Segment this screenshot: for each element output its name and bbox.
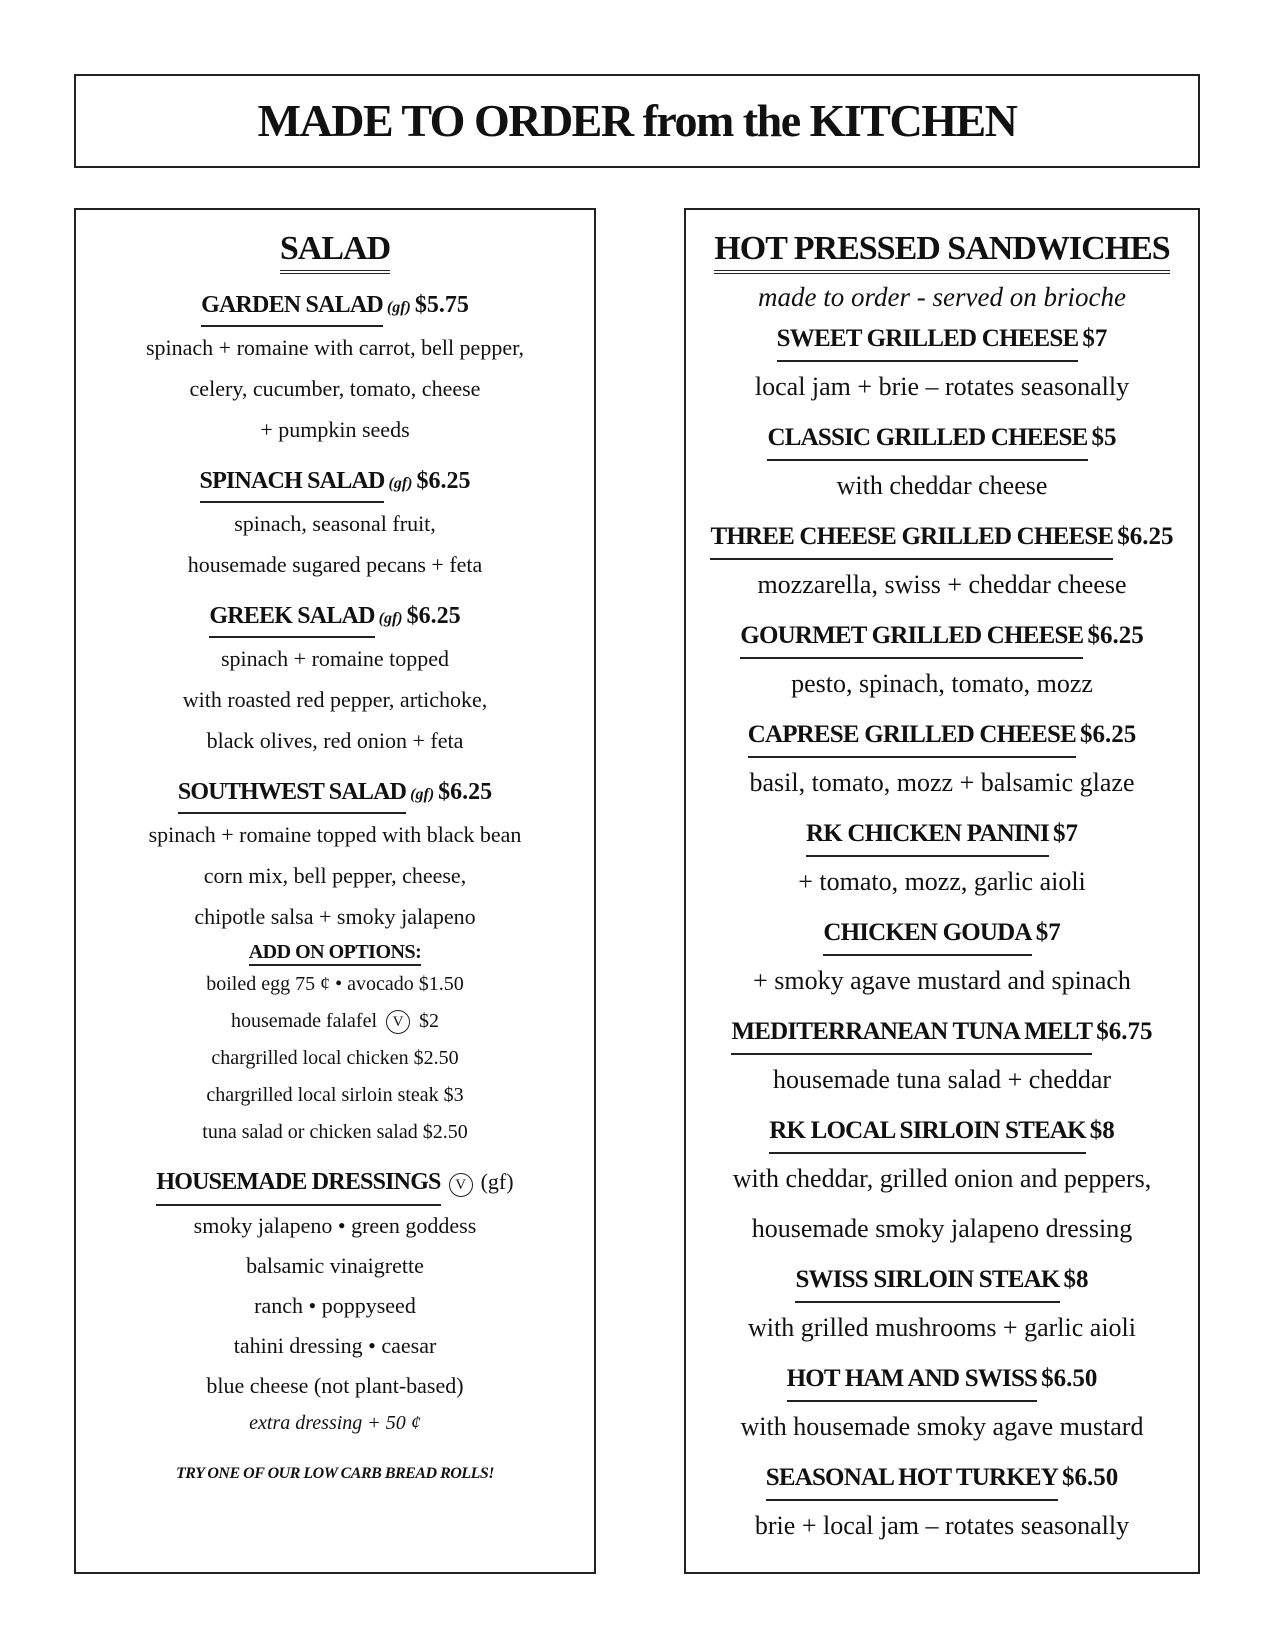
menu-item [686,1113,1198,1254]
item-desc: housemade sugared pecans + feta [187,552,483,577]
sandwiches-heading: HOT PRESSED SANDWICHES [714,230,1169,274]
dressings-header [76,1163,594,1206]
item-name: GARDEN SALAD [201,288,383,327]
item-price: $7 [1035,919,1061,946]
addon-line: housemade falafel V $2 [76,1003,594,1040]
item-desc: housemade smoky jalapeno dressing [751,1214,1133,1243]
item-desc: basil, tomato, mozz + balsamic glaze [749,768,1135,797]
addon-line: tuna salad or chicken salad $2.50 [202,1121,468,1143]
gf-tag: (gf) [388,475,413,492]
item-name: MEDITERRANEAN TUNA MELT [731,1014,1092,1055]
addon-line: chargrilled local sirloin steak $3 [206,1084,464,1106]
dressing-line: tahini dressing • caesar [233,1333,437,1358]
item-price: $6.25 [406,603,461,629]
item-desc: with cheddar, grilled onion and peppers, [732,1164,1152,1193]
item-desc: housemade tuna salad + cheddar [772,1065,1112,1094]
item-price: $6.50 [1062,1464,1119,1491]
dressing-line: ranch • poppyseed [254,1293,416,1318]
item-desc: + tomato, mozz, garlic aioli [798,867,1086,896]
item-name: GOURMET GRILLED CHEESE [740,618,1083,659]
page-title: MADE TO ORDER from the KITCHEN [257,95,1017,146]
item-desc: corn mix, bell pepper, cheese, [203,863,467,888]
item-name: SOUTHWEST SALAD [178,775,406,814]
item-name: SEASONAL HOT TURKEY [766,1460,1058,1501]
menu-item [686,321,1198,412]
menu-item [686,618,1198,709]
salad-heading: SALAD [280,230,390,274]
menu-item [686,1014,1198,1105]
addon-line: boiled egg 75 ¢ • avocado $1.50 [206,973,464,995]
item-desc: chipotle salsa + smoky jalapeno [194,904,476,929]
item-name: SPINACH SALAD [200,464,385,503]
menu-item [686,1262,1198,1353]
item-name: SWISS SIRLOIN STEAK [795,1262,1059,1303]
item-name: SWEET GRILLED CHEESE [777,321,1079,362]
item-desc: spinach + romaine with carrot, bell pepper, [145,335,525,360]
item-price: $6.75 [1096,1018,1153,1045]
item-name: THREE CHEESE GRILLED CHEESE [710,519,1113,560]
addons-title: ADD ON OPTIONS: [249,941,422,966]
menu-item [686,1361,1198,1452]
item-desc: pesto, spinach, tomato, mozz [791,669,1093,698]
item-desc: spinach + romaine topped with black bean [148,822,522,847]
addon-line: chargrilled local chicken $2.50 [211,1047,459,1069]
item-desc: with housemade smoky agave mustard [740,1412,1144,1441]
item-desc: local jam + brie – rotates seasonally [754,372,1130,401]
menu-item [686,816,1198,907]
vegan-icon: V [386,1010,410,1034]
menu-item [686,1460,1198,1551]
item-name: CAPRESE GRILLED CHEESE [748,717,1076,758]
item-desc: celery, cucumber, tomato, cheese [189,376,481,401]
gf-tag: (gf) [480,1169,514,1194]
item-price: $8 [1089,1117,1115,1144]
item-name: GREEK SALAD [209,599,374,638]
vegan-icon: V [449,1173,473,1197]
title-box [74,74,1200,168]
item-desc: mozzarella, swiss + cheddar cheese [757,570,1127,599]
menu-item [76,599,594,761]
item-name: CLASSIC GRILLED CHEESE [767,420,1087,461]
item-name: HOT HAM AND SWISS [787,1361,1038,1402]
bread-rolls-note: TRY ONE OF OUR LOW CARB BREAD ROLLS! [176,1465,494,1482]
item-price: $6.50 [1041,1365,1098,1392]
item-price: $6.25 [416,468,471,494]
item-price: $6.25 [1117,523,1174,550]
item-name: CHICKEN GOUDA [823,915,1031,956]
sandwiches-subtitle: made to order - served on brioche [758,282,1126,312]
item-price: $8 [1063,1266,1089,1293]
item-price: $5 [1091,424,1117,451]
extra-dressing-note: extra dressing + 50 ¢ [249,1412,421,1434]
menu-item [686,915,1198,1006]
dressings-title: HOUSEMADE DRESSINGS [156,1163,440,1206]
gf-tag: (gf) [410,786,435,803]
item-desc: + pumpkin seeds [260,417,410,442]
dressing-line: blue cheese (not plant-based) [206,1373,464,1398]
item-price: $6.25 [1080,721,1137,748]
item-desc: + smoky agave mustard and spinach [753,966,1131,995]
menu-item [686,420,1198,511]
menu-item [686,717,1198,808]
dressing-line: smoky jalapeno • green goddess [193,1213,477,1238]
menu-item [76,775,594,937]
item-desc: spinach, seasonal fruit, [234,511,436,536]
gf-tag: (gf) [386,299,411,316]
item-desc: spinach + romaine topped [220,646,450,671]
item-price: $6.25 [1087,622,1144,649]
gf-tag: (gf) [378,610,403,627]
menu-item [76,288,594,450]
item-desc: with cheddar cheese [836,471,1048,500]
item-name: RK CHICKEN PANINI [806,816,1049,857]
item-price: $5.75 [414,292,469,318]
item-name: RK LOCAL SIRLOIN STEAK [769,1113,1086,1154]
item-price: $7 [1082,325,1108,352]
item-desc: black olives, red onion + feta [206,728,464,753]
menu-item [686,519,1198,610]
dressing-line: balsamic vinaigrette [246,1253,424,1278]
item-desc: brie + local jam – rotates seasonally [754,1511,1130,1540]
item-price: $6.25 [438,779,493,805]
item-desc: with roasted red pepper, artichoke, [182,687,488,712]
sandwiches-section [684,208,1200,1574]
item-desc: with grilled mushrooms + garlic aioli [748,1313,1136,1342]
menu-item [76,464,594,585]
salad-section [74,208,596,1574]
item-price: $7 [1052,820,1078,847]
